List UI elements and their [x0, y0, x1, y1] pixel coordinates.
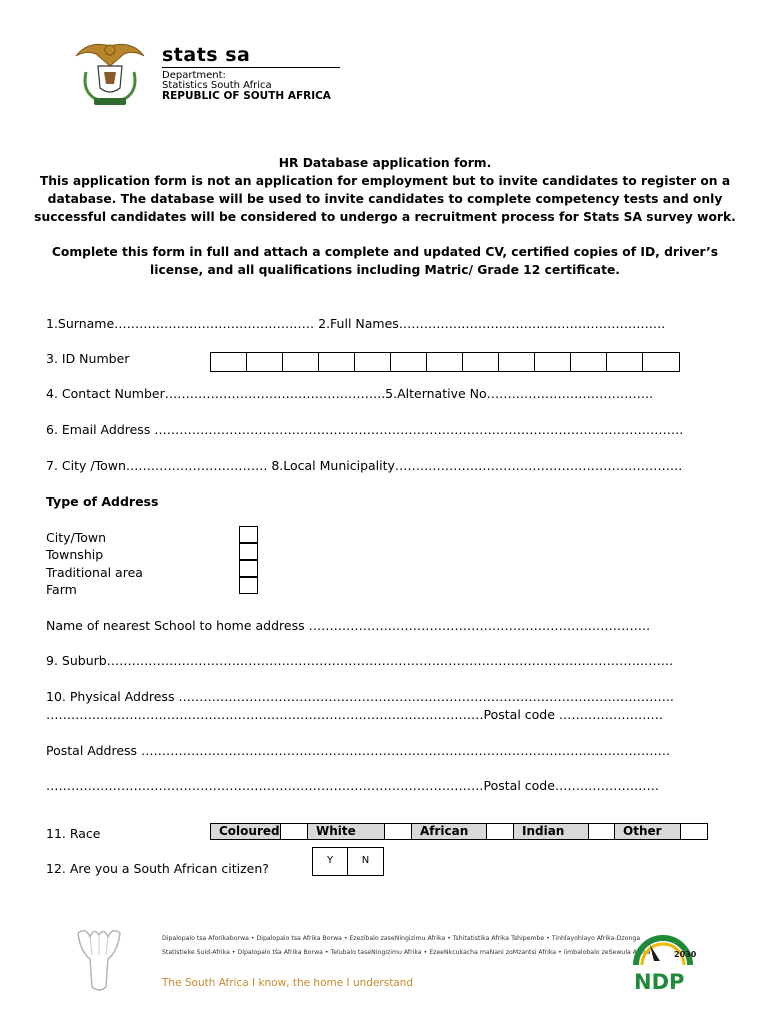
id-digit-box[interactable] [211, 353, 247, 371]
ndp-year: 2030 [674, 950, 696, 959]
languages-line-2: Statistieke Suid-Afrika • Dipalopalo tša Afrika Borwa • Telubalo taseNingizimu Afrika • EzeeNkcukacha maNani zoMzantsi Afrika • iimbalobalo zeSewula Afrika [162, 949, 651, 956]
address-type-farm: Farm [46, 582, 77, 597]
department-name: Statistics South Africa [162, 80, 272, 91]
race-african-checkbox[interactable] [487, 824, 514, 839]
id-digit-box[interactable] [427, 353, 463, 371]
citizen-question: 12. Are you a South African citizen? [46, 861, 269, 876]
id-digit-box[interactable] [643, 353, 679, 371]
race-white-checkbox[interactable] [385, 824, 412, 839]
id-digit-box[interactable] [247, 353, 283, 371]
coat-of-arms-logo [68, 36, 152, 110]
postal-address-field[interactable]: Postal Address ………………………………………………………………………………………………………………. [46, 743, 670, 758]
race-options-table [210, 823, 708, 840]
township-checkbox[interactable] [239, 543, 258, 560]
address-type-township: Township [46, 547, 104, 562]
race-label: 11. Race [46, 826, 101, 841]
citizen-yes-box[interactable]: Y [313, 848, 348, 875]
id-digit-box[interactable] [535, 353, 571, 371]
farm-checkbox[interactable] [239, 577, 258, 594]
race-indian-checkbox[interactable] [589, 824, 615, 839]
intro-line-1: This application form is not an application for employment but to invite candidates to register on a [39, 174, 731, 188]
id-digit-box[interactable] [283, 353, 319, 371]
address-type-city: City/Town [46, 530, 107, 545]
citizen-yn-boxes [312, 847, 384, 876]
id-digit-box[interactable] [319, 353, 355, 371]
id-digit-box[interactable] [355, 353, 391, 371]
id-digit-box[interactable] [607, 353, 643, 371]
languages-line-1: Dipalopalo tsa Aforikaborwa • Dipalopalo tsa Afrika Borwa • Ezezibalo zaseNingizimu Afrika • Tshitatistika Afrika Tshipembe • Tinhlayohlayo Afrika-Dzonga [162, 935, 641, 942]
id-digit-box[interactable] [463, 353, 499, 371]
department-label: Department: [162, 70, 226, 81]
suburb-field[interactable]: 9. Suburb………………………………………………………………………………………………………………………. [46, 653, 674, 668]
surname-fullnames-field[interactable]: 1.Surname………………………………………… 2.Full Names………………………………………………………. [46, 316, 666, 331]
race-indian-label: Indian [514, 824, 589, 839]
id-number-label: 3. ID Number [46, 351, 130, 366]
citizen-no-box[interactable]: N [361, 855, 370, 866]
form-title: HR Database application form. [278, 156, 492, 170]
country-name: REPUBLIC OF SOUTH AFRICA [162, 90, 331, 102]
nearest-school-field[interactable]: Name of nearest School to home address ………………………………………………………………………. [46, 618, 651, 633]
email-address-field[interactable]: 6. Email Address ………………………………………………………………………………………………………………. [46, 422, 684, 437]
id-digit-box[interactable] [391, 353, 427, 371]
hand-emblem-icon [72, 925, 126, 995]
contact-number-field[interactable]: 4. Contact Number……………………………………………..5.Alternative No…………………………………. [46, 386, 654, 401]
slogan: The South Africa I know, the home I understand [162, 977, 414, 989]
instruction-line-1: Complete this form in full and attach a complete and updated CV, certified copies of ID, driver’s [51, 245, 719, 259]
instruction-line-2: license, and all qualifications including Matric/ Grade 12 certificate. [150, 263, 620, 277]
race-african-label: African [412, 824, 487, 839]
traditional-area-checkbox[interactable] [239, 560, 258, 577]
city-municipality-field[interactable]: 7. City /Town……………………………. 8.Local Municipality…………………………………………………………… [46, 458, 683, 473]
physical-address-field[interactable]: 10. Physical Address ……………………………………………………………………………………………………….. [46, 689, 674, 704]
intro-line-3: successful candidates will be considered to undergo a recruitment process for Stats SA survey work. [34, 210, 736, 224]
race-coloured-checkbox[interactable] [281, 824, 308, 839]
race-coloured-label: Coloured [211, 824, 281, 839]
race-other-label: Other [615, 824, 681, 839]
id-digit-box[interactable] [499, 353, 535, 371]
city-checkbox[interactable] [239, 526, 258, 543]
race-white-label: White [308, 824, 385, 839]
id-number-boxes[interactable] [210, 352, 680, 372]
address-type-heading: Type of Address [46, 494, 159, 509]
header-divider [162, 67, 340, 68]
ndp-text: NDP [634, 970, 685, 993]
race-other-checkbox[interactable] [681, 824, 707, 839]
ndp-2030-logo [630, 935, 696, 993]
org-name: stats sa [162, 44, 251, 66]
intro-line-2: database. The database will be used to invite candidates to complete competency tests and only [47, 192, 723, 206]
physical-postal-code-field[interactable]: ……………………………………………………………………………………………Postal code ……………………. [46, 707, 663, 722]
postal-code-field[interactable]: ……………………………………………………………………………………………Postal code……………………. [46, 778, 659, 793]
address-type-traditional: Traditional area [46, 565, 143, 580]
id-digit-box[interactable] [571, 353, 607, 371]
